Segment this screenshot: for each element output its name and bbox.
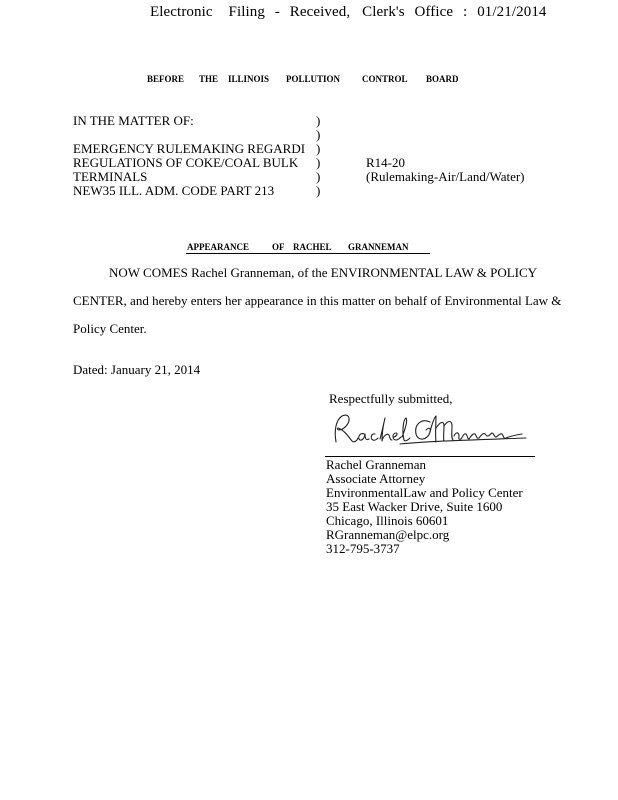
caption-line: EMERGENCY RULEMAKING REGARDI xyxy=(73,141,306,156)
header-word: Filing xyxy=(228,4,265,20)
board-title-word: BEFORE xyxy=(147,74,185,84)
caption-line: IN THE MATTER OF: xyxy=(73,113,194,128)
email-address: RGranneman@elpc.org xyxy=(326,527,450,542)
appearance-title-word: GRANNEMAN xyxy=(348,242,409,252)
appearance-title-word: APPEARANCE xyxy=(187,242,249,252)
appearance-title-word: RACHEL xyxy=(293,242,332,252)
phone-number: 312-795-3737 xyxy=(326,541,400,556)
signature-block-line: Chicago, Illinois 60601 xyxy=(326,513,449,528)
board-title-word: BOARD xyxy=(426,74,459,84)
signature-block-line: EnvironmentalLaw and Policy Center xyxy=(326,485,523,500)
filing-stamp-header xyxy=(150,4,553,21)
case-type: (Rulemaking-Air/Land/Water) xyxy=(366,169,525,184)
header-word: Received, xyxy=(289,4,351,20)
appearance-title-word: OF xyxy=(272,242,285,252)
board-title-word: THE xyxy=(199,74,219,84)
dated-line: Dated: January 21, 2014 xyxy=(73,362,201,377)
caption-paren: ) xyxy=(316,155,321,170)
header-word: : xyxy=(463,4,468,20)
closing: Respectfully submitted, xyxy=(329,391,453,406)
body-line-3: Policy Center. xyxy=(73,321,147,336)
caption-paren: ) xyxy=(316,183,321,198)
caption-line: REGULATIONS OF COKE/COAL BULK xyxy=(73,155,299,170)
header-word: - xyxy=(274,4,280,20)
signature-block-line: 35 East Wacker Drive, Suite 1600 xyxy=(326,499,503,514)
case-number: R14-20 xyxy=(366,155,405,170)
board-title-word: CONTROL xyxy=(362,74,408,84)
caption-paren: ) xyxy=(316,127,321,142)
caption-paren: ) xyxy=(316,141,321,156)
caption-paren: ) xyxy=(316,169,321,184)
caption-line: NEW35 ILL. ADM. CODE PART 213 xyxy=(73,183,275,198)
body-line-2: CENTER, and hereby enters her appearance in this matter on behalf of Environmental Law & xyxy=(73,293,562,308)
header-word: Clerk's xyxy=(362,4,405,20)
body-line-1: NOW COMES Rachel Granneman, of the ENVIRONMENTAL LAW & POLICY xyxy=(109,265,538,280)
caption-line: TERMINALS xyxy=(73,169,148,184)
board-title-word: ILLINOIS xyxy=(228,74,270,84)
header-word: Office xyxy=(414,4,454,20)
header-word: Electronic xyxy=(150,4,213,20)
caption-paren: ) xyxy=(316,113,321,128)
signature-block-line: Associate Attorney xyxy=(326,471,426,486)
header-word: 01/21/2014 xyxy=(477,4,547,20)
board-title-word: POLLUTION xyxy=(286,74,341,84)
title-underline xyxy=(186,253,430,254)
handwritten-signature xyxy=(330,408,530,452)
signature-block-line: Rachel Granneman xyxy=(326,457,426,472)
